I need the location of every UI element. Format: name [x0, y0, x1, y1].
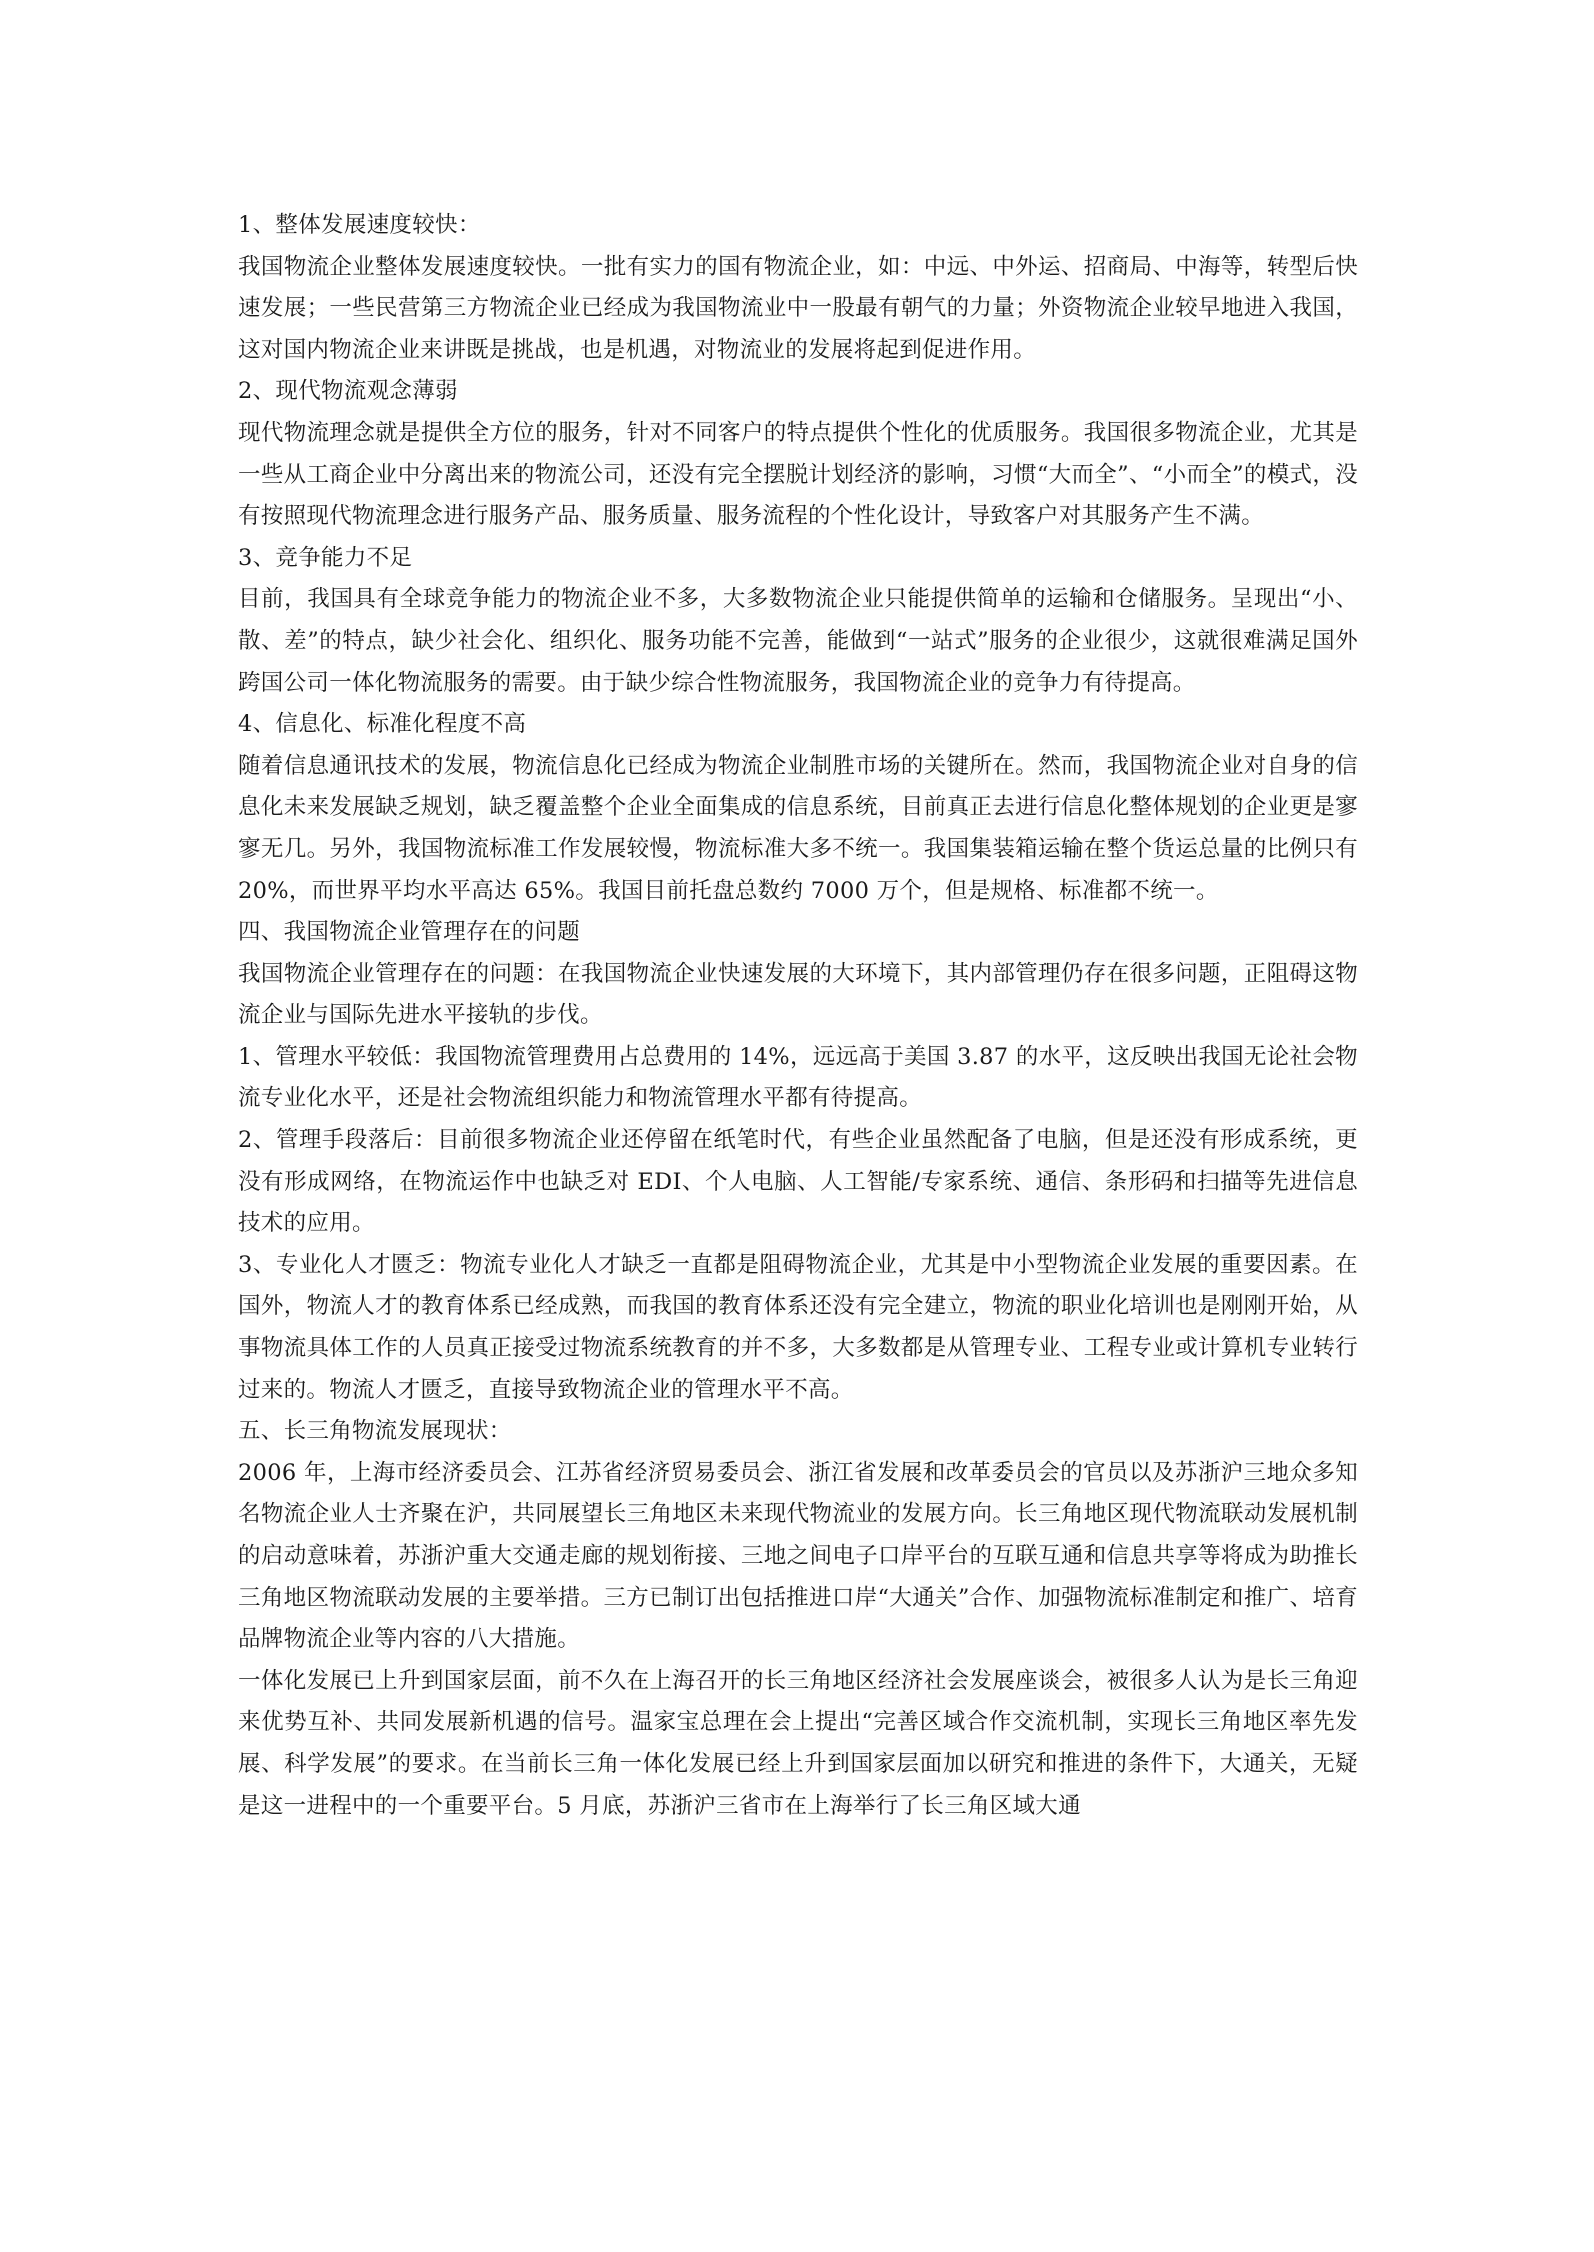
paragraph-insufficient-competitiveness: 目前，我国具有全球竞争能力的物流企业不多，大多数物流企业只能提供简单的运输和仓储服务。呈现出“小、散、差”的特点，缺少社会化、组织化、服务功能不完善，能做到“一站式”服务的企业很少，这就很难满足国外跨国公司一体化物流服务的需要。由于缺少综合性物流服务，我国物流企业的竞争力有待提高。 [238, 586, 1358, 696]
heading-4-informatization-standardization: 4、信息化、标准化程度不高 [238, 711, 527, 738]
paragraph-talent-shortage: 3、专业化人才匮乏：物流专业化人才缺乏一直都是阻碍物流企业，尤其是中小型物流企业发展的重要因素。在国外，物流人才的教育体系已经成熟，而我国的教育体系还没有完全建立，物流的职业化培训也是刚刚开始，从事物流具体工作的人员真正接受过物流系统教育的并不多，大多数都是从管理专业、工程专业或计算机专业转行过来的。物流人才匮乏，直接导致物流企业的管理水平不高。 [238, 1251, 1358, 1403]
paragraph-yangtze-delta-2006: 2006 年，上海市经济委员会、江苏省经济贸易委员会、浙江省发展和改革委员会的官员以及苏浙沪三地众多知名物流企业人士齐聚在沪，共同展望长三角地区未来现代物流业的发展方向。长三角地区现代物流联动发展机制的启动意味着，苏浙沪重大交通走廊的规划衔接、三地之间电子口岸平台的互联互通和信息共享等将成为助推长三角地区物流联动发展的主要举措。三方已制订出包括推进口岸“大通关”合作、加强物流标准制定和推广、培育品牌物流企业等内容的八大措施。 [238, 1459, 1358, 1653]
heading-1-overall-growth: 1、整体发展速度较快： [238, 212, 481, 238]
heading-2-weak-logistics-concept: 2、现代物流观念薄弱 [238, 378, 458, 405]
paragraph-weak-logistics-concept: 现代物流理念就是提供全方位的服务，针对不同客户的特点提供个性化的优质服务。我国很多物流企业，尤其是一些从工商企业中分离出来的物流公司，还没有完全摆脱计划经济的影响，习惯“大而全”、“小而全”的模式，没有按照现代物流理念进行服务产品、服务质量、服务流程的个性化设计，导致客户对其服务产生不满。 [238, 419, 1358, 530]
paragraph-backward-management-means: 2、管理手段落后：目前很多物流企业还停留在纸笔时代，有些企业虽然配备了电脑，但是还没有形成系统，更没有形成网络，在物流运作中也缺乏对 EDI、个人电脑、人工智能/专家系统、通信、条形码和扫描等先进信息技术的应用。 [238, 1127, 1358, 1237]
section-heading-4-management-problems: 四、我国物流企业管理存在的问题 [238, 919, 581, 946]
paragraph-informatization-standardization: 随着信息通讯技术的发展，物流信息化已经成为物流企业制胜市场的关键所在。然而，我国物流企业对自身的信息化未来发展缺乏规划，缺乏覆盖整个企业全面集成的信息系统，目前真正去进行信息化整体规划的企业更是寥寥无几。另外，我国物流标准工作发展较慢，物流标准大多不统一。我国集装箱运输在整个货运总量的比例只有 20%，而世界平均水平高达 65%。我国目前托盘总数约 7000 万个，但是规格、标准都不统一。 [238, 752, 1358, 904]
heading-3-insufficient-competitiveness: 3、竞争能力不足 [238, 544, 413, 571]
paragraph-low-management-level: 1、管理水平较低：我国物流管理费用占总费用的 14%，远远高于美国 3.87 的水平，这反映出我国无论社会物流专业化水平，还是社会物流组织能力和物流管理水平都有待提高。 [238, 1043, 1358, 1112]
paragraph-management-problems: 我国物流企业管理存在的问题：在我国物流企业快速发展的大环境下，其内部管理仍存在很多问题，正阻碍这物流企业与国际先进水平接轨的步伐。 [238, 960, 1358, 1029]
paragraph-yangtze-delta-integration: 一体化发展已上升到国家层面，前不久在上海召开的长三角地区经济社会发展座谈会，被很多人认为是长三角迎来优势互补、共同发展新机遇的信号。温家宝总理在会上提出“完善区域合作交流机制，实现长三角地区率先发展、科学发展”的要求。在当前长三角一体化发展已经上升到国家层面加以研究和推进的条件下，大通关，无疑是这一进程中的一个重要平台。5 月底，苏浙沪三省市在上海举行了长三角区域大通 [238, 1667, 1358, 1819]
section-heading-5-yangtze-delta: 五、长三角物流发展现状： [238, 1418, 512, 1445]
document-body [238, 205, 1358, 1827]
paragraph-overall-growth: 我国物流企业整体发展速度较快。一批有实力的国有物流企业，如：中远、中外运、招商局、中海等，转型后快速发展；一些民营第三方物流企业已经成为我国物流业中一股最有朝气的力量；外资物流企业较早地进入我国，这对国内物流企业来讲既是挑战，也是机遇，对物流业的发展将起到促进作用。 [238, 253, 1358, 363]
